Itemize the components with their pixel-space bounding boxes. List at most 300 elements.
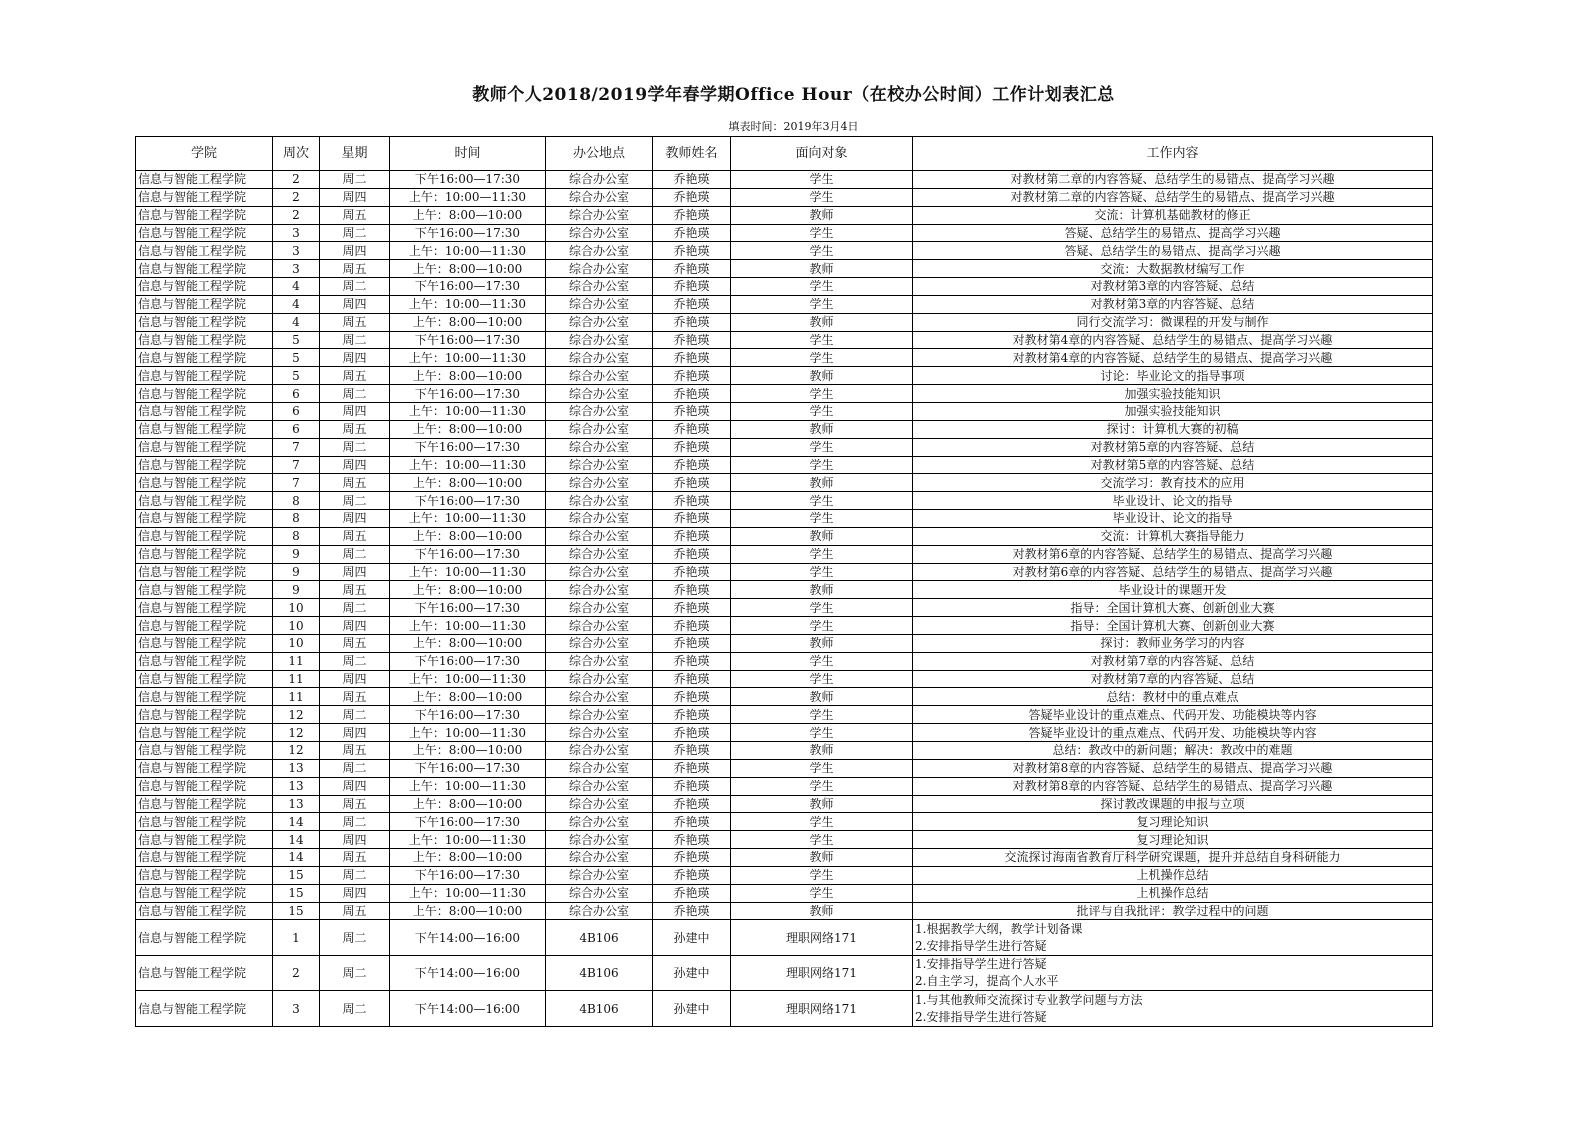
table-body [136,171,1433,1027]
cell-content [913,367,1433,385]
table-row [136,920,1433,956]
cell-content [913,278,1433,296]
cell-college: 信息与智能工程学院 [136,313,273,331]
cell-day: 周二 [320,545,390,563]
cell-week: 10 [273,617,320,635]
cell-place: 综合办公室 [546,563,653,581]
cell-college: 信息与智能工程学院 [136,171,273,189]
cell-college: 信息与智能工程学院 [136,260,273,278]
table-row [136,527,1433,545]
header-teacher: 教师姓名 [653,137,731,171]
cell-place: 综合办公室 [546,438,653,456]
cell-teacher: 乔艳瑛 [653,724,731,742]
cell-place: 综合办公室 [546,759,653,777]
cell-teacher: 孙建中 [653,955,731,991]
cell-college: 信息与智能工程学院 [136,991,273,1027]
cell-day: 周二 [320,706,390,724]
content-line: 交流：大数据教材编写工作 [1100,261,1245,276]
cell-day: 周五 [320,795,390,813]
cell-target: 学生 [731,884,913,902]
cell-content [913,902,1433,920]
table-row [136,884,1433,902]
cell-week: 15 [273,866,320,884]
cell-day: 周五 [320,313,390,331]
cell-time: 上午：8:00—10:00 [390,688,546,706]
content-line: 交流探讨海南省教育厅科学研究课题，提升并总结自身科研能力 [1004,850,1341,865]
content-line: 答疑毕业设计的重点难点、代码开发、功能模块等内容 [1028,707,1317,722]
cell-content [913,617,1433,635]
cell-target: 学生 [731,670,913,688]
cell-content [913,295,1433,313]
cell-teacher: 孙建中 [653,920,731,956]
cell-time: 下午16:00—17:30 [390,492,546,510]
cell-target: 教师 [731,420,913,438]
cell-college: 信息与智能工程学院 [136,474,273,492]
cell-place: 综合办公室 [546,349,653,367]
cell-college: 信息与智能工程学院 [136,617,273,635]
cell-target: 教师 [731,527,913,545]
cell-content [913,492,1433,510]
cell-week: 3 [273,242,320,260]
content-line: 讨论：毕业论文的指导事项 [1100,368,1245,383]
content-line: 对教材第7章的内容答疑、总结 [1090,654,1255,669]
content-line: 同行交流学习：微课程的开发与制作 [1076,315,1269,330]
cell-week: 11 [273,670,320,688]
cell-content [913,545,1433,563]
table-row [136,777,1433,795]
cell-day: 周二 [320,278,390,296]
content-line: 探讨：教师业务学习的内容 [1100,636,1245,651]
table-row [136,171,1433,189]
cell-week: 4 [273,278,320,296]
cell-teacher: 乔艳瑛 [653,331,731,349]
cell-day: 周五 [320,688,390,706]
cell-college: 信息与智能工程学院 [136,527,273,545]
cell-place: 综合办公室 [546,313,653,331]
content-line: 1.根据教学大纲，教学计划备课 [915,921,1083,936]
cell-place: 综合办公室 [546,652,653,670]
cell-teacher: 乔艳瑛 [653,777,731,795]
cell-content [913,759,1433,777]
cell-week: 7 [273,438,320,456]
cell-place: 综合办公室 [546,492,653,510]
cell-content [913,171,1433,189]
content-line: 复习理论知识 [1136,832,1209,847]
cell-week: 6 [273,420,320,438]
cell-time: 上午：8:00—10:00 [390,420,546,438]
table-row [136,313,1433,331]
table-row [136,652,1433,670]
cell-target: 教师 [731,795,913,813]
header-week: 周次 [273,137,320,171]
cell-content [913,420,1433,438]
cell-content [913,260,1433,278]
cell-target: 学生 [731,188,913,206]
table-row [136,742,1433,760]
cell-time: 上午：10:00—11:30 [390,456,546,474]
cell-day: 周二 [320,224,390,242]
cell-week: 11 [273,652,320,670]
cell-teacher: 乔艳瑛 [653,634,731,652]
cell-day: 周二 [320,991,390,1027]
cell-time: 上午：8:00—10:00 [390,313,546,331]
cell-day: 周二 [320,813,390,831]
cell-target: 学生 [731,278,913,296]
cell-time: 下午16:00—17:30 [390,652,546,670]
content-line: 上机操作总结 [1136,886,1209,901]
content-line: 2.自主学习，提高个人水平 [915,974,1059,989]
cell-content [913,599,1433,617]
cell-teacher: 乔艳瑛 [653,795,731,813]
cell-content [913,724,1433,742]
cell-place: 综合办公室 [546,188,653,206]
cell-time: 下午16:00—17:30 [390,545,546,563]
cell-college: 信息与智能工程学院 [136,385,273,403]
cell-teacher: 乔艳瑛 [653,474,731,492]
fill-date: 填表时间：2019年3月4日 [728,120,859,133]
cell-time: 下午14:00—16:00 [390,920,546,956]
cell-time: 上午：8:00—10:00 [390,474,546,492]
cell-teacher: 乔艳瑛 [653,260,731,278]
cell-content [913,313,1433,331]
cell-day: 周二 [320,866,390,884]
cell-teacher: 孙建中 [653,991,731,1027]
cell-target: 学生 [731,385,913,403]
cell-time: 下午16:00—17:30 [390,438,546,456]
cell-teacher: 乔艳瑛 [653,420,731,438]
cell-college: 信息与智能工程学院 [136,581,273,599]
cell-target: 学生 [731,652,913,670]
table-row [136,385,1433,403]
cell-day: 周二 [320,492,390,510]
cell-time: 上午：8:00—10:00 [390,849,546,867]
cell-week: 5 [273,349,320,367]
cell-time: 下午16:00—17:30 [390,599,546,617]
cell-time: 下午16:00—17:30 [390,813,546,831]
cell-college: 信息与智能工程学院 [136,456,273,474]
cell-target: 学生 [731,813,913,831]
content-line: 对教材第6章的内容答疑、总结学生的易错点、提高学习兴趣 [1012,547,1333,562]
cell-week: 8 [273,492,320,510]
table-row [136,955,1433,991]
cell-college: 信息与智能工程学院 [136,402,273,420]
cell-college: 信息与智能工程学院 [136,920,273,956]
cell-place: 综合办公室 [546,402,653,420]
cell-content [913,795,1433,813]
cell-college: 信息与智能工程学院 [136,902,273,920]
cell-week: 13 [273,759,320,777]
table-row [136,188,1433,206]
cell-place: 综合办公室 [546,385,653,403]
content-line: 加强实验技能知识 [1124,386,1221,401]
cell-content [913,402,1433,420]
cell-content [913,438,1433,456]
content-line: 对教材第6章的内容答疑、总结学生的易错点、提高学习兴趣 [1012,564,1333,579]
content-line: 2.安排指导学生进行答疑 [915,938,1047,953]
cell-target: 学生 [731,510,913,528]
cell-place: 综合办公室 [546,581,653,599]
cell-day: 周四 [320,349,390,367]
cell-place: 综合办公室 [546,510,653,528]
cell-place: 4B106 [546,920,653,956]
table-row [136,831,1433,849]
table-row [136,260,1433,278]
cell-day: 周二 [320,438,390,456]
content-line: 总结：教改中的新问题；解决：教改中的难题 [1052,743,1293,758]
content-line: 对教材第3章的内容答疑、总结 [1090,297,1255,312]
cell-college: 信息与智能工程学院 [136,866,273,884]
cell-time: 上午：10:00—11:30 [390,724,546,742]
cell-day: 周四 [320,295,390,313]
header-time: 时间 [390,137,546,171]
cell-week: 15 [273,902,320,920]
cell-time: 上午：10:00—11:30 [390,188,546,206]
cell-place: 4B106 [546,955,653,991]
cell-week: 10 [273,599,320,617]
content-line: 答疑、总结学生的易错点、提高学习兴趣 [1064,243,1281,258]
cell-week: 4 [273,295,320,313]
table-row [136,617,1433,635]
cell-week: 9 [273,563,320,581]
cell-college: 信息与智能工程学院 [136,438,273,456]
cell-day: 周四 [320,456,390,474]
cell-target: 学生 [731,242,913,260]
cell-time: 上午：10:00—11:30 [390,884,546,902]
cell-week: 3 [273,991,320,1027]
cell-time: 上午：8:00—10:00 [390,527,546,545]
table-row [136,438,1433,456]
cell-teacher: 乔艳瑛 [653,456,731,474]
cell-content [913,920,1433,956]
cell-day: 周五 [320,527,390,545]
cell-place: 综合办公室 [546,813,653,831]
cell-target: 学生 [731,777,913,795]
cell-place: 综合办公室 [546,795,653,813]
cell-teacher: 乔艳瑛 [653,295,731,313]
table-row [136,759,1433,777]
cell-target: 教师 [731,313,913,331]
cell-content [913,706,1433,724]
table-row [136,420,1433,438]
cell-time: 上午：8:00—10:00 [390,742,546,760]
cell-day: 周五 [320,420,390,438]
cell-place: 综合办公室 [546,367,653,385]
cell-time: 下午16:00—17:30 [390,706,546,724]
cell-content [913,581,1433,599]
cell-content [913,813,1433,831]
table-row [136,670,1433,688]
cell-college: 信息与智能工程学院 [136,295,273,313]
cell-day: 周二 [320,759,390,777]
cell-day: 周四 [320,510,390,528]
cell-college: 信息与智能工程学院 [136,367,273,385]
cell-teacher: 乔艳瑛 [653,563,731,581]
cell-time: 上午：8:00—10:00 [390,367,546,385]
cell-day: 周二 [320,171,390,189]
cell-time: 上午：8:00—10:00 [390,795,546,813]
cell-college: 信息与智能工程学院 [136,206,273,224]
cell-teacher: 乔艳瑛 [653,813,731,831]
cell-place: 综合办公室 [546,599,653,617]
table-row [136,224,1433,242]
table-row [136,849,1433,867]
cell-time: 下午14:00—16:00 [390,955,546,991]
cell-teacher: 乔艳瑛 [653,438,731,456]
cell-target: 理职网络171 [731,991,913,1027]
cell-content [913,188,1433,206]
cell-time: 上午：10:00—11:30 [390,563,546,581]
cell-teacher: 乔艳瑛 [653,402,731,420]
cell-time: 上午：8:00—10:00 [390,260,546,278]
cell-place: 综合办公室 [546,670,653,688]
content-line: 毕业设计的课题开发 [1118,582,1227,597]
cell-time: 上午：10:00—11:30 [390,295,546,313]
cell-time: 下午16:00—17:30 [390,759,546,777]
cell-teacher: 乔艳瑛 [653,670,731,688]
cell-college: 信息与智能工程学院 [136,349,273,367]
content-line: 答疑、总结学生的易错点、提高学习兴趣 [1064,225,1281,240]
cell-week: 5 [273,331,320,349]
cell-teacher: 乔艳瑛 [653,706,731,724]
cell-content [913,742,1433,760]
cell-target: 教师 [731,260,913,278]
cell-teacher: 乔艳瑛 [653,171,731,189]
content-line: 对教材第8章的内容答疑、总结学生的易错点、提高学习兴趣 [1012,779,1333,794]
content-line: 1.安排指导学生进行答疑 [915,957,1047,972]
cell-content [913,456,1433,474]
cell-target: 教师 [731,849,913,867]
cell-teacher: 乔艳瑛 [653,884,731,902]
cell-target: 学生 [731,331,913,349]
cell-content [913,563,1433,581]
table-row [136,813,1433,831]
cell-week: 14 [273,831,320,849]
cell-teacher: 乔艳瑛 [653,652,731,670]
content-line: 对教材第8章的内容答疑、总结学生的易错点、提高学习兴趣 [1012,761,1333,776]
cell-time: 上午：8:00—10:00 [390,634,546,652]
cell-week: 11 [273,688,320,706]
cell-target: 教师 [731,206,913,224]
cell-day: 周四 [320,402,390,420]
table-row [136,724,1433,742]
cell-teacher: 乔艳瑛 [653,206,731,224]
cell-week: 12 [273,724,320,742]
cell-week: 4 [273,313,320,331]
cell-college: 信息与智能工程学院 [136,777,273,795]
content-line: 复习理论知识 [1136,814,1209,829]
cell-day: 周五 [320,206,390,224]
cell-target: 学生 [731,171,913,189]
cell-week: 13 [273,795,320,813]
cell-target: 教师 [731,902,913,920]
cell-day: 周五 [320,474,390,492]
cell-day: 周二 [320,652,390,670]
cell-teacher: 乔艳瑛 [653,527,731,545]
cell-week: 2 [273,171,320,189]
cell-week: 14 [273,849,320,867]
cell-college: 信息与智能工程学院 [136,831,273,849]
content-line: 交流：计算机基础教材的修正 [1094,208,1251,223]
cell-college: 信息与智能工程学院 [136,492,273,510]
cell-place: 综合办公室 [546,742,653,760]
cell-college: 信息与智能工程学院 [136,795,273,813]
cell-time: 上午：10:00—11:30 [390,777,546,795]
cell-target: 学生 [731,349,913,367]
content-line: 1.与其他教师交流探讨专业教学问题与方法 [915,992,1143,1007]
cell-week: 10 [273,634,320,652]
table-row [136,581,1433,599]
cell-college: 信息与智能工程学院 [136,670,273,688]
cell-week: 12 [273,742,320,760]
content-line: 对教材第二章的内容答疑、总结学生的易错点、提高学习兴趣 [1010,190,1335,205]
cell-place: 综合办公室 [546,242,653,260]
cell-week: 8 [273,527,320,545]
cell-college: 信息与智能工程学院 [136,706,273,724]
cell-college: 信息与智能工程学院 [136,724,273,742]
cell-target: 教师 [731,634,913,652]
cell-time: 下午14:00—16:00 [390,991,546,1027]
cell-place: 综合办公室 [546,206,653,224]
cell-day: 周二 [320,599,390,617]
content-line: 加强实验技能知识 [1124,404,1221,419]
cell-day: 周四 [320,831,390,849]
cell-time: 下午16:00—17:30 [390,866,546,884]
table-row [136,634,1433,652]
cell-teacher: 乔艳瑛 [653,278,731,296]
page-title: 教师个人2018/2019学年春学期Office Hour（在校办公时间）工作计划表汇总 [472,85,1115,105]
table-row [136,991,1433,1027]
cell-week: 1 [273,920,320,956]
cell-target: 理职网络171 [731,920,913,956]
table-row [136,278,1433,296]
table-row [136,242,1433,260]
cell-teacher: 乔艳瑛 [653,617,731,635]
cell-place: 综合办公室 [546,884,653,902]
cell-place: 综合办公室 [546,295,653,313]
cell-time: 下午16:00—17:30 [390,385,546,403]
cell-time: 下午16:00—17:30 [390,331,546,349]
cell-target: 学生 [731,599,913,617]
cell-time: 上午：10:00—11:30 [390,510,546,528]
cell-target: 教师 [731,688,913,706]
cell-content [913,831,1433,849]
cell-day: 周五 [320,634,390,652]
table-row [136,866,1433,884]
cell-week: 7 [273,474,320,492]
cell-week: 13 [273,777,320,795]
cell-college: 信息与智能工程学院 [136,849,273,867]
cell-day: 周四 [320,188,390,206]
cell-day: 周四 [320,777,390,795]
cell-target: 学生 [731,224,913,242]
cell-day: 周四 [320,670,390,688]
cell-week: 14 [273,813,320,831]
cell-week: 9 [273,581,320,599]
cell-teacher: 乔艳瑛 [653,902,731,920]
cell-time: 上午：8:00—10:00 [390,902,546,920]
cell-day: 周四 [320,724,390,742]
cell-week: 9 [273,545,320,563]
table-row [136,367,1433,385]
content-line: 探讨教改课题的申报与立项 [1100,796,1245,811]
content-line: 指导：全国计算机大赛、创新创业大赛 [1070,618,1275,633]
cell-college: 信息与智能工程学院 [136,884,273,902]
cell-time: 上午：10:00—11:30 [390,349,546,367]
cell-place: 综合办公室 [546,849,653,867]
cell-teacher: 乔艳瑛 [653,849,731,867]
cell-college: 信息与智能工程学院 [136,420,273,438]
cell-week: 2 [273,188,320,206]
